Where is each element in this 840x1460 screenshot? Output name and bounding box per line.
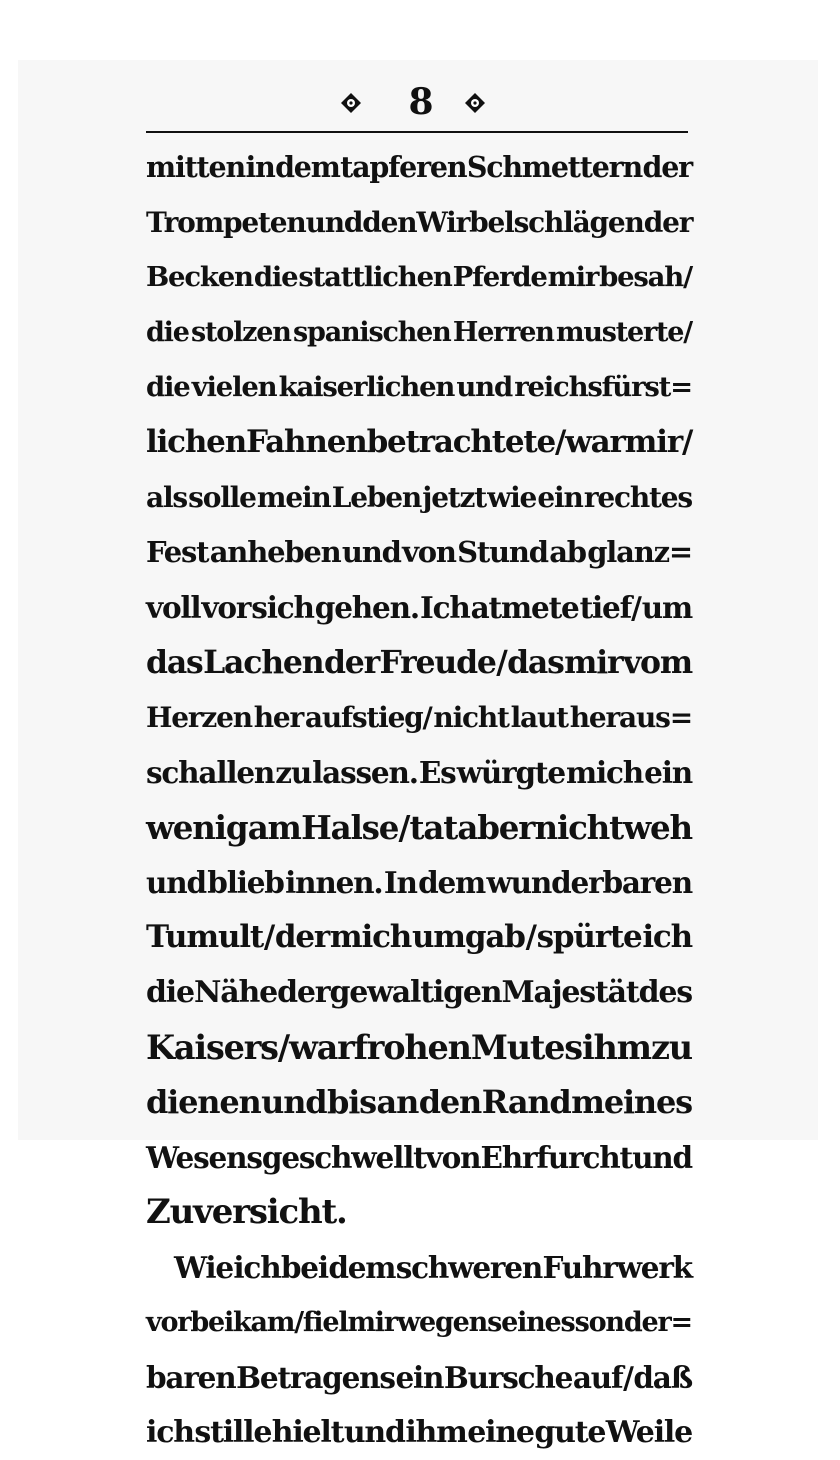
word: gewaltigen (329, 975, 502, 1010)
word: bis (327, 1083, 376, 1121)
word: mich (566, 755, 644, 790)
word: zu (650, 1028, 692, 1067)
word: Tumult (146, 919, 263, 955)
word: am (247, 808, 301, 847)
word: und (341, 535, 401, 569)
word: und (261, 1083, 327, 1121)
word: mir (624, 424, 682, 460)
word: Herzen (146, 701, 252, 734)
word: gehen. (314, 590, 419, 625)
word: der (643, 206, 693, 239)
word: das (146, 644, 203, 681)
body-text (146, 140, 692, 1460)
text-line (146, 910, 692, 965)
word: umgab (411, 919, 525, 955)
word: sonder= (574, 1307, 692, 1338)
word: vorbeikam/fiel (146, 1307, 348, 1338)
word: auf (572, 1360, 623, 1395)
word: frohen (353, 1028, 471, 1067)
word: schallen (146, 755, 275, 790)
word: Pferde (452, 261, 547, 293)
word: dem (275, 150, 340, 184)
word: die (253, 261, 298, 293)
word: her (253, 701, 304, 734)
word: Ich (419, 590, 470, 625)
word: wenig (146, 808, 248, 847)
word: von (402, 535, 456, 569)
word: spürte (536, 919, 642, 955)
word: zu (275, 755, 312, 790)
text-line (146, 855, 692, 910)
word: die (146, 317, 189, 348)
word: den (418, 1083, 482, 1121)
word: war (565, 424, 625, 460)
word: vom (622, 644, 692, 681)
word: nicht (433, 701, 509, 734)
word: stattlichen (298, 261, 452, 293)
word: seines (487, 1307, 575, 1338)
word: Bursche (443, 1360, 573, 1395)
word: aufstieg/ (304, 701, 432, 734)
text-line (146, 1020, 692, 1075)
word: und (456, 371, 512, 403)
word: spanischen (293, 317, 451, 348)
word: / (681, 424, 693, 460)
text-line (146, 195, 692, 250)
word: den (362, 206, 417, 239)
word: wie (487, 481, 537, 514)
word: Becken (146, 261, 253, 293)
word: würgte (456, 755, 565, 790)
text-line (146, 1075, 692, 1130)
word: Weile (605, 1415, 692, 1450)
word: bei (280, 1250, 328, 1285)
word: Fest (146, 535, 209, 569)
word: ein (644, 755, 692, 790)
word: Wirbelschlägen (416, 206, 644, 239)
word: / (623, 1360, 633, 1395)
word: In (383, 865, 417, 900)
word: gute (534, 1415, 606, 1450)
word: meines (571, 1083, 692, 1121)
word: ab (549, 535, 586, 569)
text-line (146, 250, 692, 305)
word: tat (409, 808, 458, 847)
word: Betragens (236, 1360, 395, 1395)
word: und (343, 1415, 405, 1450)
word: Lachen (203, 644, 324, 681)
word: musterte/ (555, 317, 692, 348)
word: Zuversicht. (146, 1192, 347, 1232)
word: stille (194, 1415, 272, 1450)
word: lassen. (312, 755, 418, 790)
word: der (323, 644, 380, 681)
word: nicht (534, 808, 623, 847)
word: ich (642, 919, 692, 955)
word: / (398, 808, 410, 847)
word: betrachtete (366, 424, 556, 460)
word: in (245, 150, 275, 184)
text-line (146, 525, 692, 580)
text-line (146, 635, 692, 690)
word: die (146, 371, 190, 403)
word: Es (418, 755, 456, 790)
text-line (146, 1405, 692, 1460)
word: jetzt (422, 481, 486, 514)
word: war (288, 1028, 354, 1067)
word: Schmettern (466, 150, 643, 184)
word: daß (633, 1360, 692, 1395)
word: dem (328, 1250, 396, 1285)
word: der (277, 975, 330, 1010)
word: Rand (481, 1083, 571, 1121)
word: voll (146, 590, 201, 625)
text-line (146, 140, 692, 195)
word: Herren (452, 317, 554, 348)
page-number: 8 (408, 81, 434, 123)
word: blieb (207, 865, 284, 900)
word: anheben (209, 535, 341, 569)
word: Leben (331, 481, 422, 514)
word: glanz= (587, 535, 692, 569)
text-line (146, 965, 692, 1020)
word: und (632, 1140, 692, 1175)
word: reichsfürst= (514, 371, 692, 403)
word: Mutes (470, 1028, 582, 1067)
word: Trompeten (146, 206, 306, 239)
text-line (146, 690, 692, 745)
text-line (146, 1130, 692, 1185)
word: die (146, 975, 194, 1010)
word: solle (188, 481, 256, 514)
word: aber (457, 808, 535, 847)
word: / (555, 424, 566, 460)
word: mir (347, 1307, 397, 1338)
word: Ehrfurcht (480, 1140, 632, 1175)
word: ich (233, 1250, 281, 1285)
word: kaiserlichen (278, 371, 455, 403)
text-line (146, 470, 692, 525)
word: das (507, 644, 564, 681)
word: Fuhrwerk (542, 1250, 692, 1285)
word: ihm (405, 1415, 467, 1450)
word: weh (623, 808, 692, 847)
word: wunderbaren (486, 865, 692, 900)
word: des (638, 975, 692, 1010)
word: eine (467, 1415, 534, 1450)
word: Wesens (146, 1140, 262, 1175)
word: schweren (395, 1250, 543, 1285)
word: tief/ (579, 590, 641, 625)
text-line (146, 360, 692, 415)
word: sich (251, 590, 314, 625)
word: stolzen (191, 317, 291, 348)
word: / (277, 1028, 289, 1067)
word: und (305, 206, 363, 239)
word: Stund (457, 535, 548, 569)
word: Freude (379, 644, 496, 681)
word: ein (395, 1360, 444, 1395)
word: besah/ (599, 261, 692, 293)
word: Wie (174, 1250, 233, 1285)
word: von (425, 1140, 481, 1175)
word: atmete (470, 590, 579, 625)
text-line (146, 1295, 692, 1350)
word: geschwellt (261, 1140, 426, 1175)
text-line (146, 1350, 692, 1405)
word: der (642, 150, 692, 184)
text-line (146, 745, 692, 800)
word: der (274, 919, 330, 955)
word: ihm (581, 1028, 651, 1067)
word: Kaisers (146, 1028, 278, 1067)
word: Majestät (501, 975, 639, 1010)
text-line (146, 580, 692, 635)
word: Halse (301, 808, 399, 847)
word: vor (201, 590, 251, 625)
word: mein (256, 481, 331, 514)
word: / (263, 919, 274, 955)
word: ich (146, 1415, 194, 1450)
text-line (146, 1185, 692, 1240)
text-line (146, 415, 692, 470)
word: / (525, 919, 536, 955)
word: hielt (271, 1415, 344, 1450)
word: laut (510, 701, 568, 734)
word: innen. (285, 865, 383, 900)
word: mitten (146, 150, 245, 184)
word: wegen (396, 1307, 488, 1338)
text-line (146, 1240, 692, 1295)
word: mich (329, 919, 412, 955)
word: an (376, 1083, 419, 1121)
word: um (641, 590, 692, 625)
page-header (0, 0, 840, 140)
word: vielen (191, 371, 277, 403)
word: heraus= (569, 701, 692, 734)
diamond-ornament-icon (340, 92, 362, 114)
word: dem (418, 865, 486, 900)
word: als (146, 481, 187, 514)
word: mir (547, 261, 599, 293)
word: lichen (146, 424, 247, 460)
word: ein (537, 481, 583, 514)
word: dienen (146, 1083, 261, 1121)
word: und (146, 865, 206, 900)
text-line (146, 305, 692, 360)
word: tapferen (340, 150, 467, 184)
header-rule (146, 131, 688, 133)
word: mir (564, 644, 623, 681)
word: baren (146, 1360, 236, 1395)
word: Nähe (194, 975, 277, 1010)
diamond-ornament-icon (464, 92, 486, 114)
word: Fahnen (246, 424, 367, 460)
text-line (146, 800, 692, 855)
word: rechtes (583, 481, 692, 514)
word: / (496, 644, 507, 681)
